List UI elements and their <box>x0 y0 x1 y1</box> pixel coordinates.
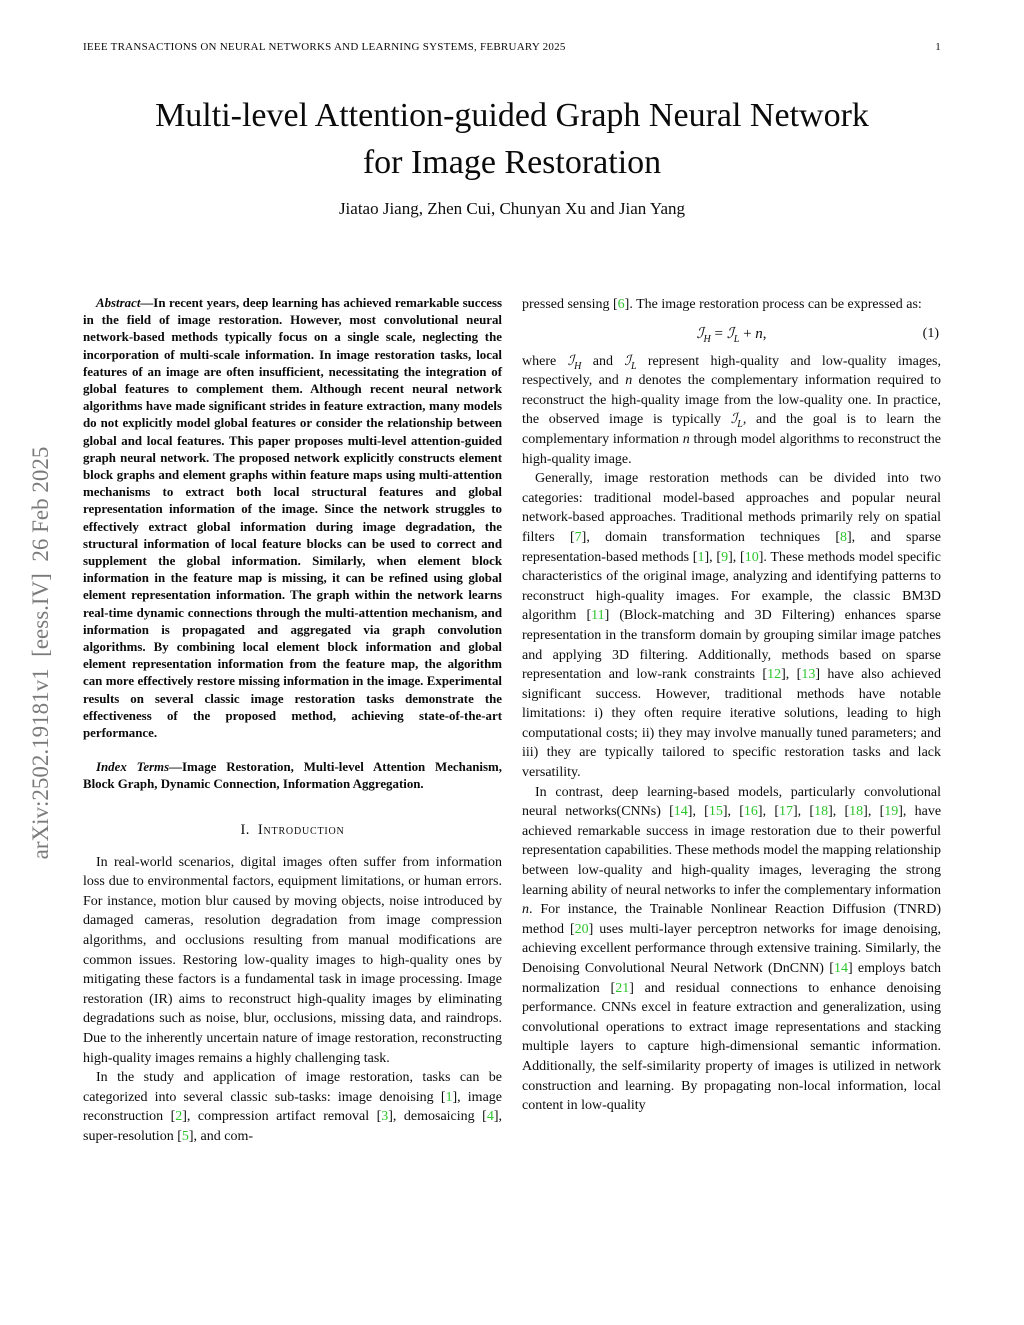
citation-link[interactable]: 14 <box>673 804 688 820</box>
citation-link[interactable]: 1 <box>697 549 705 565</box>
page-number: 1 <box>935 41 941 53</box>
paper-title-line-1: Multi-level Attention-guided Graph Neural Network <box>155 97 869 134</box>
equation-body: ℐ$_H$ = ℐ$_L$ + n, <box>696 325 767 345</box>
citation-link[interactable]: 9 <box>721 549 729 565</box>
journal-name: IEEE TRANSACTIONS ON NEURAL NETWORKS AND LEARNING SYSTEMS, FEBRUARY 2025 <box>83 41 566 53</box>
math-symbol: n <box>682 431 690 447</box>
intro-paragraph-2: In the study and application of image restoration, tasks can be categorized into several classic sub-tasks: image denoising [1], image reconstruction [2], compression artifact removal [3], demosaicing [4], super-resolution [5], and com- <box>83 1070 502 1144</box>
paragraph-continued: pressed sensing [6]. The image restoration process can be expressed as: <box>522 297 922 312</box>
math-symbol: n <box>755 325 763 342</box>
math-symbol: ℐ$_H$ <box>567 353 582 372</box>
citation-link[interactable]: 16 <box>743 804 758 820</box>
index-terms: Index Terms—Image Restoration, Multi-level Attention Mechanism, Block Graph, Dynamic Connection, Information Aggregation. <box>83 760 502 792</box>
citation-link[interactable]: 3 <box>381 1109 389 1125</box>
citation-link[interactable]: 12 <box>767 667 782 683</box>
arxiv-watermark: arXiv:2502.19181v1 [eess.IV] 26 Feb 2025 <box>28 446 53 860</box>
citation-link[interactable]: 17 <box>779 804 793 820</box>
citation-link[interactable]: 6 <box>617 297 625 312</box>
citation-link[interactable]: 21 <box>615 980 630 996</box>
citation-link[interactable]: 18 <box>814 804 829 820</box>
citation-link[interactable]: 18 <box>849 804 864 820</box>
equation-number: (1) <box>922 325 939 341</box>
abstract: Abstract—In recent years, deep learning has achieved remarkable success in the field of image restoration. However, most convolutional neural network-based methods typically focus on a single scale, neglecting the incorporation of multi-scale information. In image restoration tasks, local features of an image are often insufficient, necessitating the integration of global features to complement them. Although recent neural network algorithms have made significant strides in feature extraction, many models do not explicitly model global features or consider the relationship between global and local features. This paper proposes multi-level attention-guided graph neural network. The proposed network explicitly constructs element block graphs and element graphs within feature maps using multi-attention mechanisms to extract both local structural features and global representation information of the image. Since the network struggles to effectively extract global information during image degradation, the structural information of local feature blocks can be used to correct and supplement the global information. Similarly, when element block information in the feature map is missing, it can be refined using global element representation information. The graph within the network learns real-time dynamic connections through the multi-attention mechanism, and information is propagated and aggregated via graph convolution algorithms. By combining local element block information and global element representation information from the feature map, the algorithm can more effectively restore missing information in the image. Experimental results on several classic image restoration tasks demonstrate the effectiveness of the proposed method, achieving state-of-the-art performance. <box>83 296 502 741</box>
citation-link[interactable]: 20 <box>574 921 589 937</box>
paper-title-line-2: for Image Restoration <box>362 144 662 181</box>
author-list: Jiatao Jiang, Zhen Cui, Chunyan Xu and Jian Yang <box>338 199 686 218</box>
paragraph-lead: Abstract <box>96 296 141 310</box>
citation-link[interactable]: 13 <box>801 667 816 683</box>
citation-link[interactable]: 5 <box>181 1129 189 1144</box>
section-heading-introduction <box>83 822 502 839</box>
citation-link[interactable]: 7 <box>574 529 582 545</box>
math-symbol: n <box>522 902 529 918</box>
math-symbol: ℐ$_L$ <box>624 353 637 372</box>
running-header <box>83 42 941 53</box>
citation-link[interactable]: 8 <box>840 529 847 545</box>
citation-link[interactable]: 10 <box>744 549 759 565</box>
section-number: I. <box>240 821 250 838</box>
paragraph-deep-learning: In contrast, deep learning-based models, particularly convolutional neural networks(CNNs) [14], [15], [16], [17], [18], [18], [19], have achieved remarkable success in image restoration due to their powerful representation capabilities. These methods model the mapping relationship between low-quality and high-quality images, leveraging the strong learning ability of neural networks to infer the complementary information n. For instance, the Trainable Nonlinear Reaction Diffusion (TNRD) method [20] uses multi-layer perceptron networks for image denoising, achieving excellent performance through extensive training. Similarly, the Denoising Convolutional Neural Network (DnCNN) [14] employs batch normalization [21] and residual connections to enhance denoising performance. CNNs excel in feature extraction and generalization, using convolutional operations to extract image representations and stacking multiple layers to capture high-dimensional semantic information. Additionally, the self-similarity property of images is utilized in network construction and learning. By propagating non-local information, local content in low-quality <box>522 784 942 1114</box>
citation-link[interactable]: 15 <box>708 804 723 820</box>
math-symbol: ℐ$_L$ <box>730 412 743 431</box>
two-column-body <box>83 295 941 1147</box>
citation-link[interactable]: 4 <box>486 1109 494 1125</box>
paragraph-traditional-methods: Generally, image restoration methods can be divided into two categories: traditional model-based approaches and popular neural network-based approaches. Traditional methods primarily rely on spatial filters [7], domain transformation techniques [8], and sparse representation-based methods [1], [9], [10]. These methods model specific characteristics of the original image, analyzing and identifying patterns to reconstruct high-quality images. For example, the classic BM3D algorithm [11] (Block-matching and 3D Filtering) enhances sparse representation in the transform domain by grouping similar image patches and applying 3D filtering. Additionally, methods based on sparse representation and low-rank constraints [12], [13] have also achieved significant success. However, traditional methods have notable limitations: i) they often require iterative solutions, leading to high computational costs; ii) they may involve manually tuned parameters; and iii) they are typically tailored to specific restoration tasks and lack versatility. <box>522 471 942 781</box>
citation-link[interactable]: 2 <box>175 1109 183 1125</box>
title-block <box>0 92 1024 219</box>
paragraph-lead: Index Terms <box>96 760 170 775</box>
citation-link[interactable]: 14 <box>833 961 848 976</box>
citation-link[interactable]: 11 <box>591 608 605 624</box>
citation-link[interactable]: 1 <box>445 1089 453 1105</box>
math-symbol: ℐ$_L$ <box>726 325 740 345</box>
right-column <box>522 295 941 1147</box>
math-symbol: n <box>625 373 633 389</box>
equation-1 <box>522 323 941 345</box>
intro-paragraph-1: In real-world scenarios, digital images often suffer from information loss due to environmental factors, equipment limitations, or human errors. For instance, motion blur caused by moving objects, noise introduced by damaged cameras, resolution degradation from image compression algorithms, and occlusions resulting from manual modifications are common issues. Restoring low-quality images to high-quality ones by mitigating these factors is a fundamental task in image processing. Image restoration (IR) aims to reconstruct high-quality images by eliminating degradations such as noise, blur, occlusions, missing data, and raindrops. Due to the inherently uncertain nature of image restoration, reconstructing high-quality images remains a highly challenging task. <box>83 854 502 1066</box>
left-column <box>83 295 502 1147</box>
math-symbol: ℐ$_H$ <box>696 325 711 345</box>
citation-link[interactable]: 19 <box>884 804 899 820</box>
section-title: Introduction <box>257 821 345 838</box>
paragraph-where: where ℐ$_H$ and ℐ$_L$ represent high-quality and low-quality images, respectively, and n denotes the complementary information required to reconstruct the high-quality image from the low-quality one. In practice, the observed image is typically ℐ$_L$, and the goal is to learn the complementary information n through model algorithms to reconstruct the high-quality image. <box>522 353 942 467</box>
